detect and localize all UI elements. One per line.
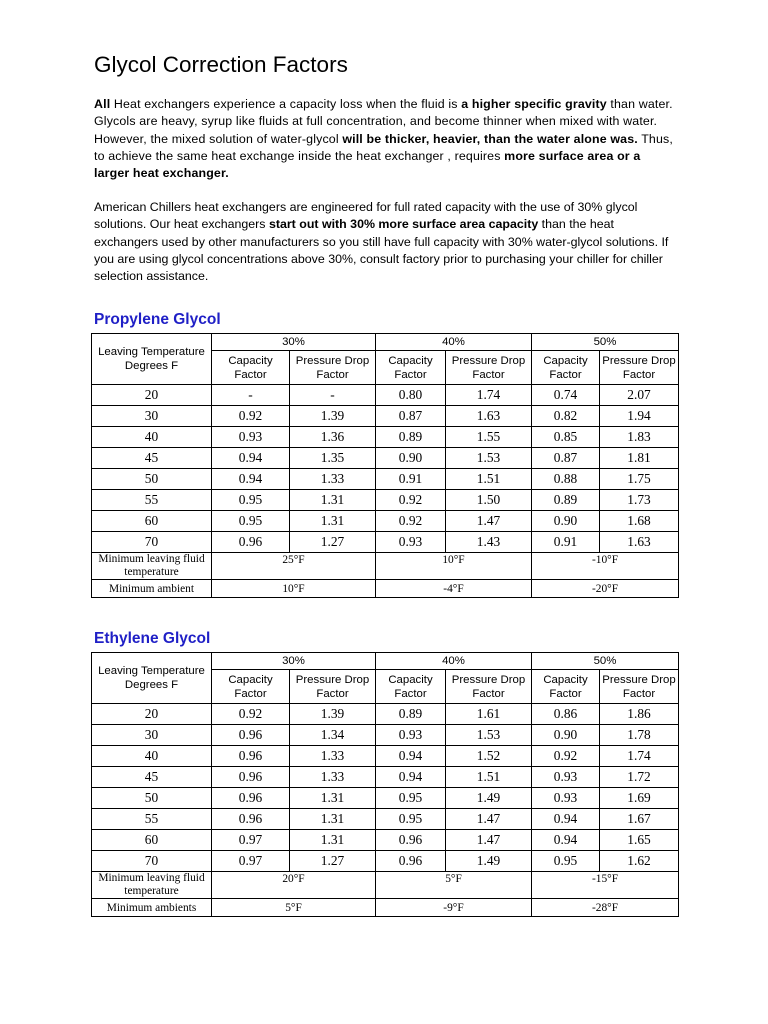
table-cell: 1.50	[446, 490, 532, 511]
table-cell: 0.88	[532, 469, 600, 490]
table-row	[92, 511, 679, 532]
concentration-header: 30%	[212, 653, 376, 670]
sub-header-cell: Capacity Factor	[212, 351, 290, 385]
min-leaving-row	[92, 553, 679, 580]
intro-text: start out with 30% more surface area capacity	[268, 217, 539, 232]
concentration-header: 40%	[376, 653, 532, 670]
min-ambient-label: Minimum ambients	[92, 899, 212, 917]
table-cell: 1.69	[600, 788, 679, 809]
table-cell: 0.93	[212, 427, 290, 448]
table-cell: 1.31	[290, 788, 376, 809]
table-cell: 1.74	[446, 385, 532, 406]
table-row	[92, 448, 679, 469]
sub-header-cell: Capacity Factor	[376, 670, 446, 704]
table-cell: 1.63	[446, 406, 532, 427]
table-cell: 55	[92, 809, 212, 830]
table-cell: 1.94	[600, 406, 679, 427]
table-cell: 1.33	[290, 746, 376, 767]
table-cell: 0.96	[212, 767, 290, 788]
table-cell: 1.27	[290, 532, 376, 553]
table-cell: 0.94	[532, 830, 600, 851]
min-leaving-value: 5°F	[376, 872, 532, 899]
table-cell: 0.90	[376, 448, 446, 469]
table-cell: 60	[92, 511, 212, 532]
table-cell: 50	[92, 469, 212, 490]
table-cell: 1.51	[446, 767, 532, 788]
header-row	[92, 334, 679, 351]
table-cell: 1.83	[600, 427, 679, 448]
table-cell: 1.47	[446, 809, 532, 830]
row-header-cell: Leaving Temperature Degrees F	[92, 653, 212, 704]
table-cell: 0.89	[376, 427, 446, 448]
table-cell: 0.96	[376, 830, 446, 851]
table-cell: 70	[92, 851, 212, 872]
table-cell: 1.49	[446, 788, 532, 809]
table-cell: 0.89	[532, 490, 600, 511]
sub-header-cell: Capacity Factor	[532, 351, 600, 385]
table-row	[92, 385, 679, 406]
intro-text: Heat exchangers experience a capacity loss when the fluid is	[110, 97, 462, 111]
table-cell: 45	[92, 448, 212, 469]
min-leaving-value: 20°F	[212, 872, 376, 899]
table-cell: 40	[92, 427, 212, 448]
table-row	[92, 767, 679, 788]
table-cell: 0.96	[212, 788, 290, 809]
table-cell: 0.87	[376, 406, 446, 427]
table-cell: 0.94	[212, 448, 290, 469]
table-cell: 50	[92, 788, 212, 809]
min-ambient-value: -4°F	[376, 580, 532, 598]
table-cell: 30	[92, 406, 212, 427]
table-cell: 0.96	[212, 532, 290, 553]
table-cell: 20	[92, 385, 212, 406]
table-row	[92, 851, 679, 872]
table-cell: 1.62	[600, 851, 679, 872]
sub-header-cell: Capacity Factor	[532, 670, 600, 704]
table-cell: 1.61	[446, 704, 532, 725]
table-cell: 1.31	[290, 490, 376, 511]
sub-header-cell: Pressure Drop Factor	[446, 351, 532, 385]
table-row	[92, 427, 679, 448]
table-cell: 1.68	[600, 511, 679, 532]
table-cell: 0.95	[376, 788, 446, 809]
table-cell: 0.80	[376, 385, 446, 406]
table-cell: 1.47	[446, 511, 532, 532]
concentration-header: 30%	[212, 334, 376, 351]
table-cell: 55	[92, 490, 212, 511]
table-cell: 0.92	[376, 490, 446, 511]
table-cell: 1.39	[290, 406, 376, 427]
propylene-glycol-table	[91, 333, 679, 598]
min-ambient-value: -28°F	[532, 899, 679, 917]
table-cell: 60	[92, 830, 212, 851]
table-cell: 0.97	[212, 830, 290, 851]
min-ambient-label: Minimum ambient	[92, 580, 212, 598]
table-cell: 0.86	[532, 704, 600, 725]
table-cell: -	[290, 385, 376, 406]
table-cell: 0.91	[532, 532, 600, 553]
sub-header-cell: Capacity Factor	[212, 670, 290, 704]
table-cell: 1.53	[446, 448, 532, 469]
table-cell: 1.67	[600, 809, 679, 830]
table-cell: 0.93	[532, 767, 600, 788]
concentration-header: 40%	[376, 334, 532, 351]
table-cell: 0.96	[212, 746, 290, 767]
ethylene-glycol-table	[91, 652, 679, 917]
table-cell: 1.47	[446, 830, 532, 851]
sub-header-cell: Pressure Drop Factor	[600, 351, 679, 385]
table-cell: 0.92	[212, 704, 290, 725]
table-cell: 0.94	[532, 809, 600, 830]
table-cell: 0.92	[212, 406, 290, 427]
table-cell: 1.39	[290, 704, 376, 725]
table-cell: 1.86	[600, 704, 679, 725]
table-cell: 0.95	[212, 511, 290, 532]
intro-text: a higher specific gravity	[461, 97, 607, 111]
sub-header-cell: Pressure Drop Factor	[290, 351, 376, 385]
min-ambient-value: -9°F	[376, 899, 532, 917]
table-row	[92, 725, 679, 746]
table-row	[92, 490, 679, 511]
table-cell: -	[212, 385, 290, 406]
table-cell: 0.94	[376, 767, 446, 788]
table-cell: 0.74	[532, 385, 600, 406]
table-cell: 1.81	[600, 448, 679, 469]
min-ambient-row	[92, 580, 679, 598]
table-row	[92, 469, 679, 490]
table-cell: 0.91	[376, 469, 446, 490]
table-cell: 1.72	[600, 767, 679, 788]
table-cell: 1.36	[290, 427, 376, 448]
table-row	[92, 532, 679, 553]
table-cell: 0.82	[532, 406, 600, 427]
intro-text: will be thicker, heavier, than the water alone was.	[342, 131, 638, 146]
intro-text: than water. Glycols are heavy, syrup like fluids at full concentration, and become thinner when mixed with water. However, the mixed solution of water-glycol	[94, 97, 673, 146]
sub-header-cell: Capacity Factor	[376, 351, 446, 385]
table-row	[92, 746, 679, 767]
table-cell: 0.94	[376, 746, 446, 767]
sub-header-cell: Pressure Drop Factor	[446, 670, 532, 704]
min-ambient-value: 5°F	[212, 899, 376, 917]
min-leaving-value: -10°F	[532, 553, 679, 580]
intro-text: more surface area or a larger heat exchanger.	[94, 148, 641, 181]
table-cell: 0.85	[532, 427, 600, 448]
table-cell: 1.31	[290, 511, 376, 532]
table-cell: 0.95	[212, 490, 290, 511]
intro-text: All	[94, 97, 111, 111]
table-cell: 70	[92, 532, 212, 553]
table-cell: 0.93	[376, 532, 446, 553]
ethylene-glycol-heading: Ethylene Glycol	[94, 630, 211, 647]
table-cell: 0.90	[532, 511, 600, 532]
min-leaving-label: Minimum leaving fluid temperature	[92, 872, 212, 899]
intro-text: than the heat exchangers used by other manufacturers so you still have full capacity with 30% water-glycol solutions. If you are using glycol concentrations above 30%, consult factory prior to purchasing your chiller for chiller selection assistance.	[94, 217, 669, 284]
table-cell: 0.87	[532, 448, 600, 469]
table-cell: 1.74	[600, 746, 679, 767]
table-row	[92, 809, 679, 830]
min-ambient-row	[92, 899, 679, 917]
table-cell: 0.97	[212, 851, 290, 872]
table-cell: 2.07	[600, 385, 679, 406]
table-cell: 1.33	[290, 469, 376, 490]
table-row	[92, 406, 679, 427]
table-cell: 0.93	[376, 725, 446, 746]
table-cell: 0.95	[376, 809, 446, 830]
table-cell: 1.53	[446, 725, 532, 746]
min-ambient-value: -20°F	[532, 580, 679, 598]
table-cell: 1.27	[290, 851, 376, 872]
table-cell: 1.78	[600, 725, 679, 746]
table-cell: 0.95	[532, 851, 600, 872]
table-cell: 1.55	[446, 427, 532, 448]
row-header-cell: Leaving Temperature Degrees F	[92, 334, 212, 385]
table-cell: 1.52	[446, 746, 532, 767]
table-cell: 1.73	[600, 490, 679, 511]
min-leaving-value: 10°F	[376, 553, 532, 580]
table-cell: 0.90	[532, 725, 600, 746]
table-cell: 1.34	[290, 725, 376, 746]
table-cell: 0.96	[212, 809, 290, 830]
concentration-header: 50%	[532, 653, 679, 670]
intro-text: Thus, to achieve the same heat exchange inside the heat exchanger , requires	[94, 131, 673, 163]
min-ambient-value: 10°F	[212, 580, 376, 598]
sub-header-cell: Pressure Drop Factor	[600, 670, 679, 704]
table-row	[92, 704, 679, 725]
propylene-glycol-heading: Propylene Glycol	[94, 311, 221, 328]
table-cell: 20	[92, 704, 212, 725]
table-cell: 45	[92, 767, 212, 788]
table-cell: 1.31	[290, 830, 376, 851]
table-cell: 40	[92, 746, 212, 767]
concentration-header: 50%	[532, 334, 679, 351]
table-cell: 0.96	[212, 725, 290, 746]
table-row	[92, 788, 679, 809]
table-cell: 1.33	[290, 767, 376, 788]
table-cell: 0.93	[532, 788, 600, 809]
table-cell: 0.92	[532, 746, 600, 767]
intro-paragraph-2	[94, 199, 678, 285]
table-cell: 30	[92, 725, 212, 746]
table-cell: 0.96	[376, 851, 446, 872]
table-cell: 1.49	[446, 851, 532, 872]
header-row	[92, 653, 679, 670]
min-leaving-value: 25°F	[212, 553, 376, 580]
table-cell: 0.92	[376, 511, 446, 532]
sub-header-cell: Pressure Drop Factor	[290, 670, 376, 704]
table-cell: 0.94	[212, 469, 290, 490]
page-title: Glycol Correction Factors	[94, 52, 348, 77]
table-cell: 1.65	[600, 830, 679, 851]
table-cell: 1.43	[446, 532, 532, 553]
table-cell: 1.63	[600, 532, 679, 553]
intro-text: American Chillers heat exchangers are engineered for full rated capacity with the use of 30% glycol solutions. Our heat exchangers	[94, 200, 638, 232]
min-leaving-label: Minimum leaving fluid temperature	[92, 553, 212, 580]
table-cell: 1.51	[446, 469, 532, 490]
table-row	[92, 830, 679, 851]
table-cell: 1.75	[600, 469, 679, 490]
table-cell: 1.31	[290, 809, 376, 830]
min-leaving-value: -15°F	[532, 872, 679, 899]
table-cell: 0.89	[376, 704, 446, 725]
table-cell: 1.35	[290, 448, 376, 469]
intro-paragraph-1	[94, 96, 678, 182]
min-leaving-row	[92, 872, 679, 899]
